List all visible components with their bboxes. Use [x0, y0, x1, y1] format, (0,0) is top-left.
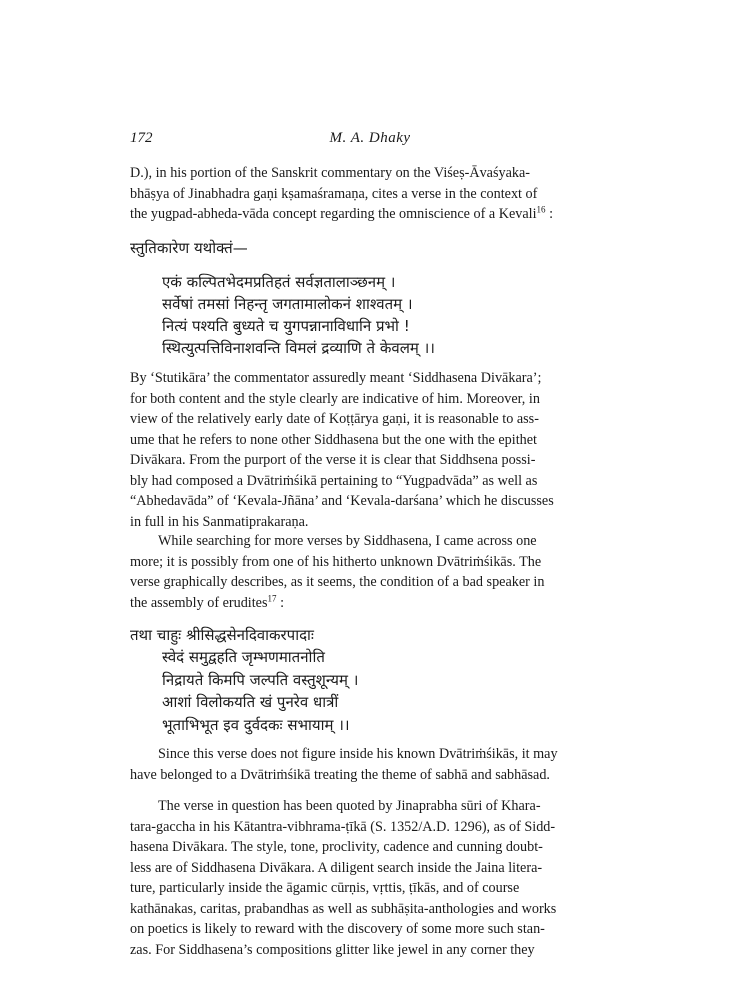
text-line: By ‘Stutikāra’ the commentator assuredly meant ‘Siddhasena Divākara’;: [130, 370, 542, 386]
verse-line: स्थित्युत्पत्तिविनाशवन्ति विमलं द्रव्याणि ते केवलम् ।।: [162, 339, 435, 357]
text-line: Divākara. From the purport of the verse it is clear that Siddhsena possi-: [130, 452, 536, 468]
paragraph-4: [130, 744, 610, 785]
text-line: verse graphically describes, as it seems, the condition of a bad speaker in: [130, 574, 545, 590]
page-number: 172: [130, 130, 153, 146]
verse-2: [162, 646, 358, 736]
paragraph-3: [130, 531, 610, 613]
verse-line: एकं कल्पितभेदमप्रतिहतं सर्वज्ञतालाञ्छनम् ।: [162, 273, 396, 291]
text-line: less are of Siddhasena Divākara. A diligent search inside the Jaina litera-: [130, 859, 543, 876]
footnote-ref-16: 16: [536, 204, 546, 215]
text-line: bly had composed a Dvātriṁśikā pertaining to “Yugpadvāda” as well as: [130, 472, 538, 489]
text-line: view of the relatively early date of Koṭṭārya gaṇi, it is reasonable to ass-: [130, 411, 539, 427]
running-head: M. A. Dhaky: [329, 130, 411, 146]
text-line: The verse in question has been quoted by Jinaprabha sūri of Khara-: [158, 798, 541, 814]
verse-line: नित्यं पश्यति बुध्यते च युगपन्नानाविधानि प्रभो !: [162, 317, 410, 335]
text-line: on poetics is likely to reward with the discovery of some more such stan-: [130, 921, 545, 937]
text-line: kathānakas, caritas, prabandhas as well as subhāṣita-anthologies and works: [130, 900, 557, 917]
text-line: zas. For Siddhasena’s compositions glitter like jewel in any corner they: [130, 941, 535, 958]
verse-line: स्वेदं समुद्वहति जृम्भणमातनोति: [162, 648, 325, 666]
text-line: ture, particularly inside the āgamic cūrṇis, vṛttis, ṭīkās, and of course: [130, 880, 520, 896]
text-line: hasena Divākara. The style, tone, proclivity, cadence and cunning doubt-: [130, 839, 543, 855]
text-line: D.), in his portion of the Sanskrit commentary on the Viśeṣ-Āvaśyaka-: [130, 165, 530, 181]
text-line: tara-gaccha in his Kātantra-vibhrama-ṭīkā (S. 1352/A.D. 1296), as of Sidd-: [130, 818, 556, 835]
verse-1-intro: स्तुतिकारेण यथोक्तं—: [130, 239, 248, 257]
text-line: Since this verse does not figure inside his known Dvātriṁśikās, it may: [158, 746, 558, 762]
text-line: for both content and the style clearly are indicative of him. Moreover, in: [130, 390, 540, 407]
verse-line: आशां विलोकयति खं पुनरेव धात्रीं: [162, 693, 339, 711]
text-line: While searching for more verses by Siddhasena, I came across one: [158, 533, 537, 549]
verse-line: भूताभिभूत इव दुर्वदकः सभायाम् ।।: [162, 715, 350, 734]
verse-line: सर्वेषां तमसां निहन्तृ जगतामालोकनं शाश्वतम् ।: [162, 295, 413, 313]
text-line: more; it is possibly from one of his hitherto unknown Dvātriṁśikās. The: [130, 553, 542, 570]
text-line: the yugpad-abheda-vāda concept regarding the omniscience of a Kevali$^{16}$ :: [130, 204, 554, 222]
footnote-ref-17: 17: [267, 592, 277, 603]
text-line: in full in his Sanmatiprakaraṇa.: [130, 513, 309, 530]
paragraph-1: [130, 163, 610, 225]
verse-line: निद्रायते किमपि जल्पति वस्तुशून्यम् ।: [162, 670, 359, 689]
paragraph-2: [130, 368, 610, 532]
paragraph-5: [130, 796, 610, 960]
text-line: “Abhedavāda” of ‘Kevala-Jñāna’ and ‘Kevala-darśana’ which he discusses: [130, 493, 554, 509]
text-line: have belonged to a Dvātriṁśikā treating the theme of sabhā and sabhāsad.: [130, 766, 550, 783]
text-line: the assembly of erudites$^{17}$ :: [130, 592, 285, 611]
verse-2-intro: तथा चाहुः श्रीसिद्धसेनदिवाकरपादाः: [130, 626, 314, 644]
text-line: bhāṣya of Jinabhadra gaṇi kṣamaśramaṇa, cites a verse in the context of: [130, 185, 538, 202]
page-header: [130, 130, 610, 152]
verse-1: [162, 271, 435, 359]
text-line: ume that he refers to none other Siddhasena but the one with the epithet: [130, 431, 537, 448]
